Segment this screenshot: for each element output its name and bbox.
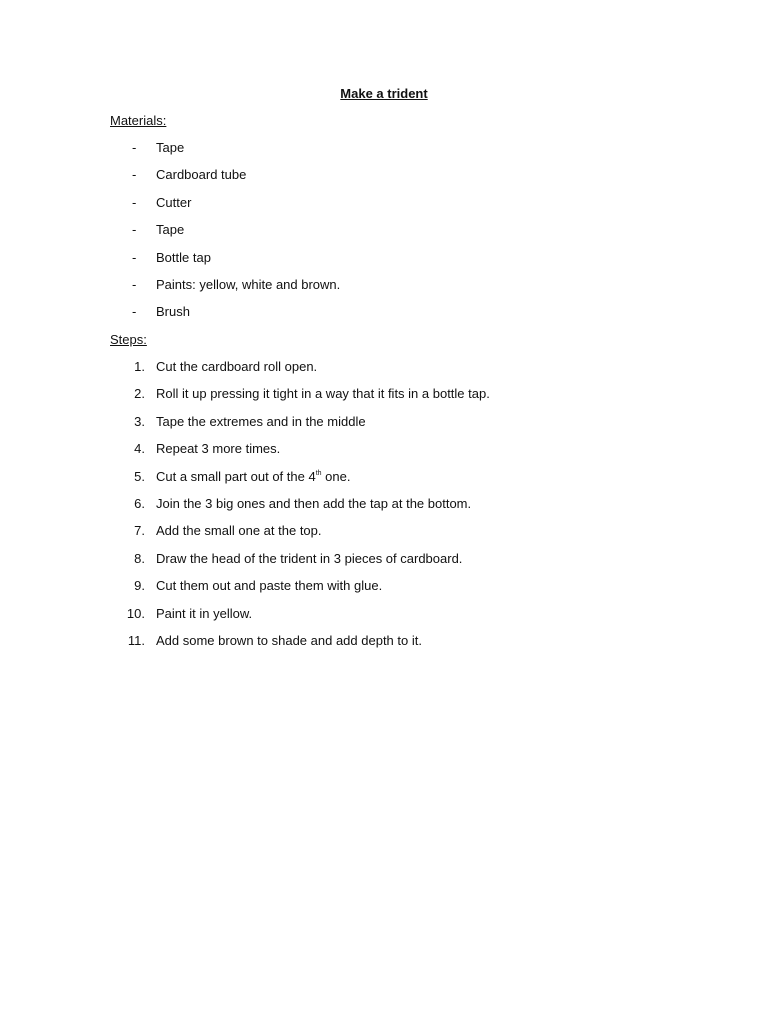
material-text: Cardboard tube (156, 167, 247, 183)
step-text-before: Cut a small part out of the 4 (156, 468, 316, 484)
step-text: Repeat 3 more times. (156, 441, 281, 457)
step-number: 7. (134, 523, 145, 539)
step-text: Add some brown to shade and add depth to it. (156, 632, 422, 648)
step-number: 10. (126, 605, 145, 621)
ordinal-superscript: th (315, 469, 322, 477)
material-text: Bottle tap (156, 249, 211, 265)
step-text: Cut them out and paste them with glue. (156, 578, 383, 594)
step-number: 6. (134, 495, 145, 511)
step-number: 2. (134, 386, 145, 402)
bullet-dash: - (132, 194, 137, 210)
document-title: Make a trident (340, 86, 428, 101)
material-text: Tape (156, 140, 185, 155)
step-text: Roll it up pressing it tight in a way that it fits in a bottle tap. (156, 386, 490, 402)
material-text: Brush (156, 304, 190, 320)
step-number: 3. (134, 413, 145, 429)
step-text-after: one. (321, 468, 351, 484)
bullet-dash: - (132, 304, 137, 320)
bullet-dash: - (132, 249, 137, 265)
step-text: Tape the extremes and in the middle (156, 413, 366, 429)
step-text: Paint it in yellow. (156, 605, 253, 621)
step-text: Join the 3 big ones and then add the tap at the bottom. (156, 495, 472, 511)
materials-heading: Materials: (110, 113, 167, 128)
step-number: 5. (134, 468, 145, 484)
bullet-dash: - (132, 222, 137, 238)
material-text: Cutter (156, 194, 192, 210)
material-text: Tape (156, 222, 185, 238)
bullet-dash: - (132, 167, 137, 183)
step-number: 4. (134, 441, 145, 457)
step-number: 11. (127, 632, 145, 648)
step-text: Add the small one at the top. (156, 523, 322, 539)
step-text: Cut the cardboard roll open. (156, 359, 318, 374)
step-number: 8. (134, 550, 145, 566)
material-text: Paints: yellow, white and brown. (156, 276, 341, 292)
step-text: Draw the head of the trident in 3 pieces of cardboard. (156, 550, 463, 566)
bullet-dash: - (132, 140, 137, 155)
step-number: 1. (134, 359, 145, 374)
steps-heading: Steps: (110, 332, 147, 347)
step-text (156, 468, 350, 486)
step-number: 9. (134, 578, 145, 594)
bullet-dash: - (132, 276, 137, 292)
